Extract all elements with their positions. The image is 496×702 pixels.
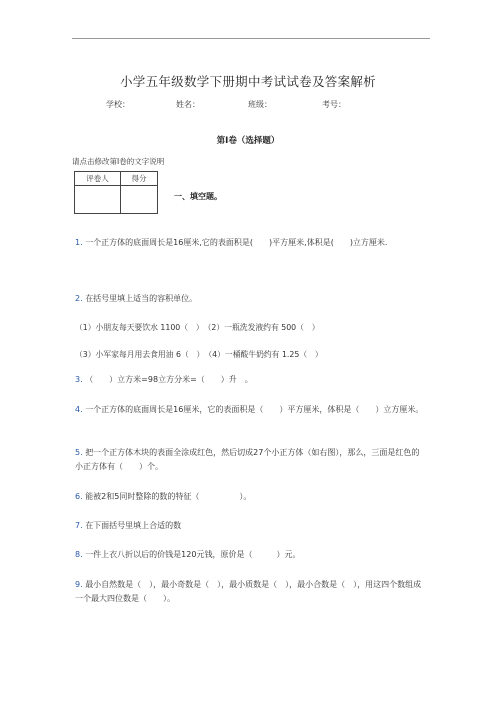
question-number: 5. (75, 448, 83, 457)
question-6 (75, 490, 425, 504)
question-number: 2. (75, 294, 83, 303)
question-number: 9. (75, 580, 83, 589)
question-text: （ ）立方米=98立方分米=（ ）升 。 (85, 375, 253, 384)
section-title: 第I卷（选择题） (216, 136, 280, 146)
question-2-item-row: （1）小朋友每天要饮水 1100（ ） （2）一瓶洗发液约有 500（ ） (75, 323, 320, 332)
question-text: 最小自然数是（ ），最小奇数是（ ），最小质数是（ ），最小合数是（ ），用这四个数组成一个最大四位数是（ ）。 (75, 580, 422, 603)
question-number: 8. (75, 550, 83, 559)
score-header: 得分 (121, 172, 158, 186)
question-8 (75, 548, 425, 562)
question-text: 在括号里填上适当的容积单位。 (85, 294, 198, 303)
question-text: 一个正方体的底面周长是16厘米，它的表面积是（ ）平方厘米，体积是（ ）立方厘米。 (85, 405, 424, 414)
part-heading: 一、填空题。 (174, 192, 222, 201)
question-3 (75, 373, 425, 387)
question-1 (75, 236, 425, 250)
question-number: 1. (75, 238, 83, 247)
question-2-item-row: （3）小军家每月用去食用油 6（ ） （4）一桶酸牛奶约有 1.25（ ） (75, 350, 323, 359)
question-5 (75, 446, 425, 474)
question-2 (75, 292, 425, 306)
grader-header: 评卷人 (75, 172, 121, 186)
question-7 (75, 519, 425, 533)
question-text: 一个正方体的底面周长是16厘米,它的表面积是( )平方厘米,体积是( )立方厘米. (85, 238, 388, 247)
question-4 (75, 403, 425, 417)
header-rule (72, 38, 430, 39)
question-number: 6. (75, 492, 83, 501)
question-text: 在下面括号里填上合适的数 (85, 521, 182, 530)
grader-cell (75, 186, 121, 214)
question-text: 把一个正方体木块的表面全涂成红色，然后切成27个小正方体（如右图），那么，三面是红色的小正方体有（ ）个。 (75, 448, 420, 471)
school-label: 学校： (106, 100, 130, 109)
class-label: 班级： (248, 100, 272, 109)
question-number: 7. (75, 521, 83, 530)
page-title: 小学五年级数学下册期中考试试卷及答案解析 (119, 74, 376, 89)
question-9 (75, 578, 425, 606)
score-table (74, 171, 158, 214)
question-text: 能被2和5同时整除的数的特征（ ）。 (85, 492, 252, 501)
exam-number-label: 考号： (322, 100, 346, 109)
question-number: 3. (75, 375, 83, 384)
score-cell (121, 186, 158, 214)
section-hint: 请点击修改第I卷的文字说明 (72, 157, 165, 166)
question-number: 4. (75, 405, 83, 414)
name-label: 姓名： (176, 100, 200, 109)
question-text: 一件上衣八折以后的价钱是120元钱，原价是（ ）元。 (85, 550, 301, 559)
